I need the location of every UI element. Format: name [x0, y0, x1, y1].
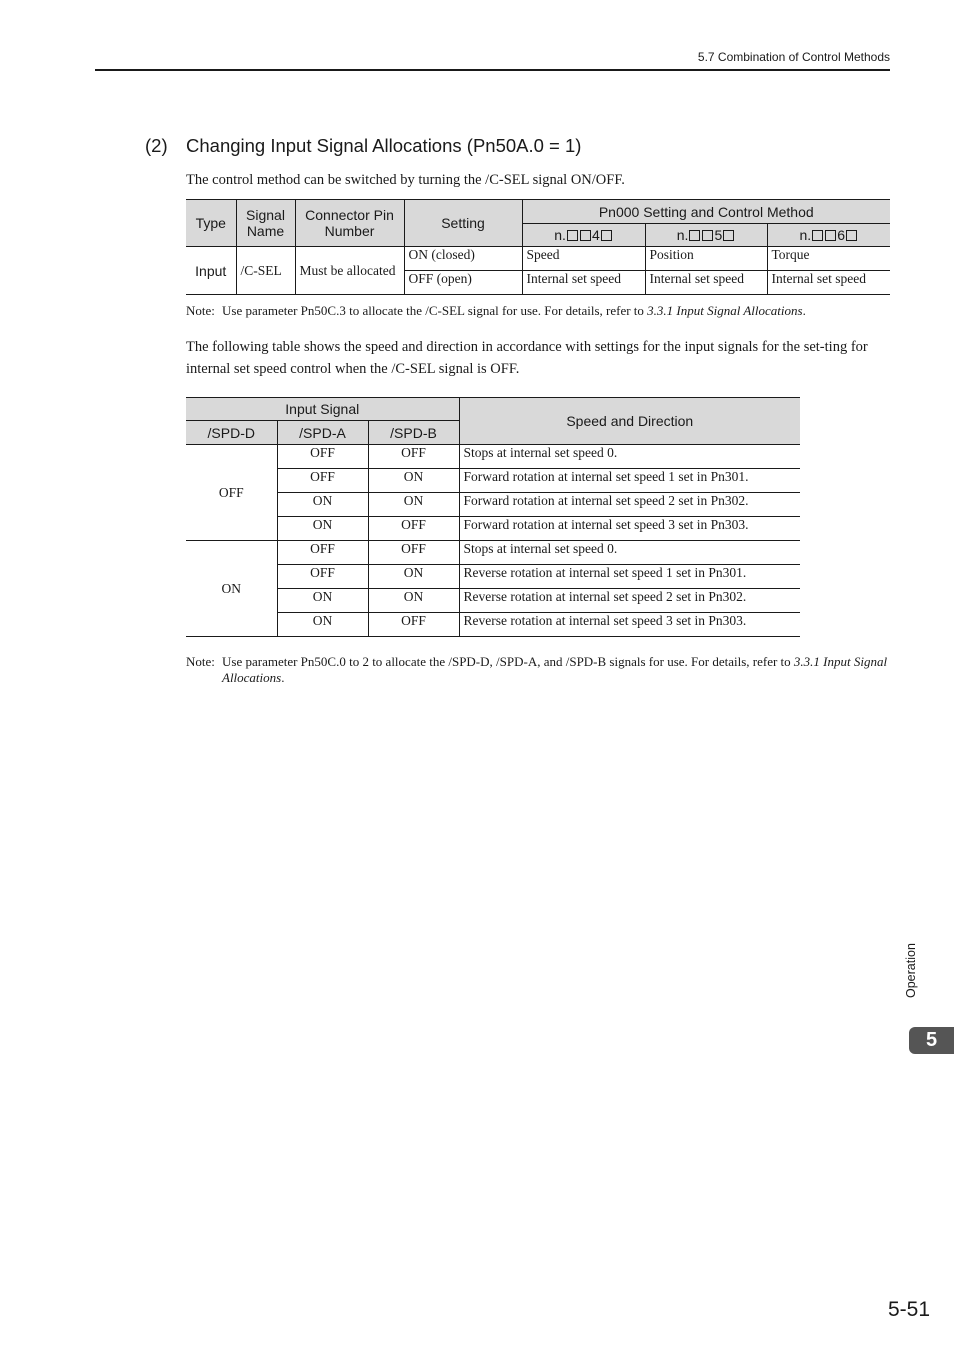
table-row [186, 445, 800, 469]
cell-spd-d: OFF [186, 445, 277, 541]
control-method-table [186, 199, 890, 295]
page-number: 5-51 [887, 1298, 930, 1321]
cell-spd-b: ON [368, 565, 459, 589]
speed-direction-paragraph: The following table shows the speed and direction in accordance with settings for the input signals for the set-ting for internal set speed control when the /C-SEL signal is OFF. [186, 339, 868, 377]
note-body [222, 303, 891, 319]
cell-description: Reverse rotation at internal set speed 1 set in Pn301. [459, 565, 800, 589]
note-reference-link[interactable]: 3.3.1 Input Signal Allocations [222, 654, 888, 685]
th-n4 [522, 224, 645, 247]
cell-spd-a: OFF [277, 469, 368, 493]
cell-spd-a: ON [277, 493, 368, 517]
th-signal-name: Signal Name [236, 200, 295, 247]
note-spd-signals [186, 654, 891, 686]
cell-spd-b: ON [368, 493, 459, 517]
th-spd-a: /SPD-A [277, 421, 368, 445]
th-input-signal: Input Signal [186, 398, 459, 421]
cell-spd-d: ON [186, 541, 277, 637]
cell-spd-a: ON [277, 589, 368, 613]
table-row [186, 589, 800, 613]
cell-setting: ON (closed) [404, 247, 522, 271]
table-row [186, 565, 800, 589]
table-row [186, 469, 800, 493]
note-end: . [802, 303, 806, 318]
section-title-text: Changing Input Signal Allocations (Pn50A.0 = 1) [186, 135, 582, 156]
placeholder-box-icon [689, 230, 700, 241]
cell-spd-b: ON [368, 469, 459, 493]
cell-method: Internal set speed [767, 271, 890, 295]
note-text: Use parameter Pn50C.3 to allocate the /C-SEL signal for use. For details, refer to [222, 303, 648, 318]
table-row [186, 541, 800, 565]
cell-signal: /C-SEL [236, 247, 295, 295]
cell-spd-a: OFF [277, 565, 368, 589]
cell-method: Internal set speed [522, 271, 645, 295]
cell-method: Internal set speed [645, 271, 767, 295]
table-row [186, 613, 800, 637]
cell-type: Input [186, 247, 236, 295]
note-reference-link[interactable]: 3.3.1 Input Signal Allocations [647, 303, 803, 318]
placeholder-box-icon [825, 230, 836, 241]
placeholder-box-icon [812, 230, 823, 241]
cell-spd-a: ON [277, 613, 368, 637]
chapter-side-label: Operation [904, 943, 918, 998]
th-n5-digit: 5 [714, 227, 723, 243]
th-setting: Setting [404, 200, 522, 247]
th-n6-digit: 6 [837, 227, 845, 243]
placeholder-box-icon [601, 230, 612, 241]
note-cselect [186, 303, 891, 319]
table-row [186, 493, 800, 517]
speed-direction-table [186, 397, 800, 637]
note-label: Note: [186, 303, 215, 318]
note-label: Note: [186, 654, 215, 669]
th-n6 [767, 224, 890, 247]
cell-method: Torque [767, 247, 890, 271]
cell-spd-a: OFF [277, 541, 368, 565]
chapter-tab[interactable]: 5 [909, 1027, 954, 1054]
cell-description: Reverse rotation at internal set speed 2 set in Pn302. [459, 589, 800, 613]
note-text: Use parameter Pn50C.0 to 2 to allocate the /SPD-D, /SPD-A, and /SPD-B signals for use. For details, refer to [222, 654, 794, 669]
cell-spd-b: OFF [368, 541, 459, 565]
th-type: Type [186, 200, 236, 247]
placeholder-box-icon [702, 230, 713, 241]
cell-spd-a: OFF [277, 445, 368, 469]
cell-description: Forward rotation at internal set speed 2 set in Pn302. [459, 493, 800, 517]
th-n4-digit: 4 [591, 227, 600, 243]
placeholder-box-icon [580, 230, 591, 241]
cell-method: Speed [522, 247, 645, 271]
th-n5-prefix: n. [676, 227, 689, 243]
placeholder-box-icon [567, 230, 578, 241]
th-n6-prefix: n. [799, 227, 812, 243]
cell-spd-b: OFF [368, 613, 459, 637]
th-spd-d: /SPD-D [186, 421, 277, 445]
cell-method: Position [645, 247, 767, 271]
cell-description: Forward rotation at internal set speed 1 set in Pn301. [459, 469, 800, 493]
th-n5 [645, 224, 767, 247]
th-pn000-group: Pn000 Setting and Control Method [522, 200, 890, 224]
th-n4-prefix: n. [554, 227, 566, 243]
th-connector: Connector Pin Number [295, 200, 404, 247]
th-speed-direction: Speed and Direction [459, 398, 800, 445]
note-body [222, 654, 891, 686]
cell-spd-b: OFF [368, 445, 459, 469]
cell-description: Stops at internal set speed 0. [459, 445, 800, 469]
cell-description: Forward rotation at internal set speed 3 set in Pn303. [459, 517, 800, 541]
intro-paragraph: The control method can be switched by turning the /C-SEL signal ON/OFF. [186, 172, 625, 188]
section-number: (2) [145, 135, 168, 156]
note-end: . [281, 670, 285, 685]
th-spd-b: /SPD-B [368, 421, 459, 445]
cell-setting: OFF (open) [404, 271, 522, 295]
placeholder-box-icon [723, 230, 734, 241]
header-rule [95, 69, 890, 71]
cell-connector: Must be allocated [295, 247, 404, 295]
running-header: 5.7 Combination of Control Methods [697, 50, 890, 64]
cell-spd-a: ON [277, 517, 368, 541]
cell-spd-b: ON [368, 589, 459, 613]
section-title [145, 135, 581, 157]
table-row [186, 517, 800, 541]
placeholder-box-icon [846, 230, 857, 241]
cell-spd-b: OFF [368, 517, 459, 541]
cell-description: Reverse rotation at internal set speed 3 set in Pn303. [459, 613, 800, 637]
cell-description: Stops at internal set speed 0. [459, 541, 800, 565]
